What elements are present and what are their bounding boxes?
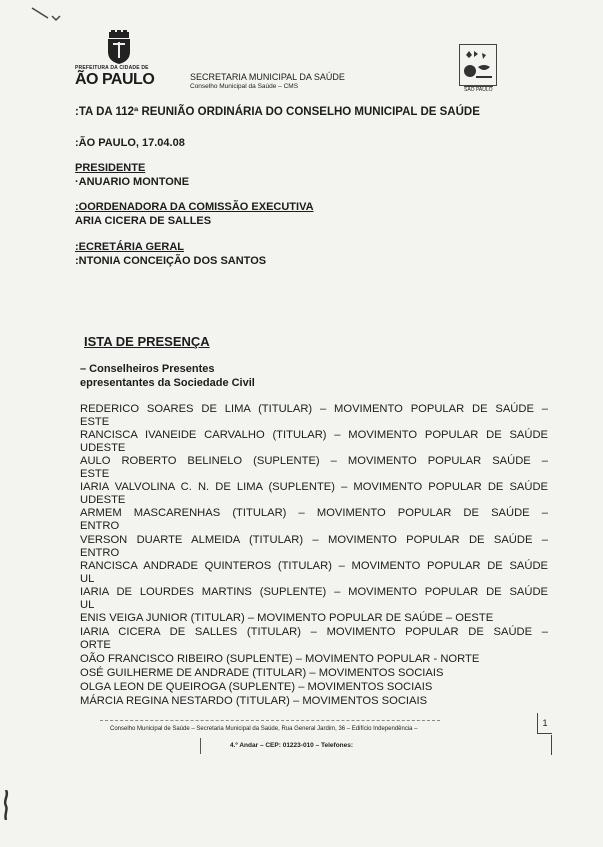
member-line: ARMEM MASCARENHAS (TITULAR) – MOVIMENTO POPULAR DE SAÚDE – (80, 507, 548, 519)
coordenadora-name: ARIA CICERA DE SALLES (75, 215, 212, 227)
member-line: RANCISCA ANDRADE QUINTEROS (TITULAR) – MOVIMENTO POPULAR DE SAÚDE (80, 560, 548, 572)
footer-right-rule (551, 735, 552, 755)
member-line: RANCISCA IVANEIDE CARVALHO (TITULAR) – MOVIMENTO POPULAR DE SAÚDE (80, 429, 548, 441)
member-line-continuation: ENTRO (80, 520, 120, 532)
scan-smudge-icon (2, 790, 10, 820)
member-line: OÃO FRANCISCO RIBEIRO (SUPLENTE) – MOVIMENTO POPULAR - NORTE (80, 653, 480, 665)
member-line: REDERICO SOARES DE LIMA (TITULAR) – MOVIMENTO POPULAR DE SAÚDE – (80, 403, 548, 415)
secretaria-geral-name: :NTONIA CONCEIÇÃO DOS SANTOS (75, 255, 267, 267)
corner-mark-icon (30, 4, 70, 26)
member-line: IARIA DE LOURDES MARTINS (SUPLENTE) – MOVIMENTO POPULAR DE SAÚDE (80, 586, 548, 598)
member-line: VERSON DUARTE ALMEIDA (TITULAR) – MOVIMENTO POPULAR DE SAÚDE – (80, 534, 548, 546)
document-title: :TA DA 112ª REUNIÃO ORDINÁRIA DO CONSELHO MUNICIPAL DE SAÚDE (75, 106, 480, 118)
lista-presenca-title: ISTA DE PRESENÇA (84, 334, 210, 349)
letterhead (190, 72, 345, 90)
member-line-continuation: UL (80, 573, 95, 585)
member-line: AULO ROBERTO BELINELO (SUPLENTE) – MOVIMENTO POPULAR SAÚDE – (80, 455, 548, 467)
member-line: OLGA LEON DE QUEIROGA (SUPLENTE) – MOVIMENTOS SOCIAIS (80, 681, 433, 693)
footer-address: Conselho Municipal de Saúde – Secretaria Municipal da Saúde, Rua General Jardim, 36 – Edifício Independência – (110, 726, 418, 732)
presidente-name: ·ANUARIO MONTONE (75, 176, 190, 188)
city-crest-icon (103, 30, 135, 64)
section-subtitle-sociedade-civil: epresentantes da Sociedade Civil (80, 377, 255, 389)
presidente-label: PRESIDENTE (75, 162, 146, 174)
conselho-name: Conselho Municipal da Saúde – CMS (190, 83, 299, 90)
member-line: OSÉ GUILHERME DE ANDRADE (TITULAR) – MOVIMENTOS SOCIAIS (80, 667, 444, 679)
prefeitura-logo (75, 30, 175, 92)
member-line: ENIS VEIGA JUNIOR (TITULAR) – MOVIMENTO POPULAR DE SAÚDE – OESTE (80, 612, 494, 624)
footer-contact: 4.º Andar – CEP: 01223-010 – Telefones: (230, 742, 354, 749)
member-line-continuation: ESTE (80, 468, 110, 480)
member-line: IARIA VALVOLINA C. N. DE LIMA (SUPLENTE) – MOVIMENTO POPULAR DE SAÚDE (80, 481, 548, 493)
cms-logo (459, 44, 497, 93)
section-subtitle-conselheiros: – Conselheiros Presentes (80, 363, 215, 375)
page-number: 1 (537, 713, 552, 734)
cms-logo-caption: SÃO PAULO (464, 87, 493, 93)
coordenadora-label: :OORDENADORA DA COMISSÃO EXECUTIVA (75, 201, 314, 213)
member-line-continuation: ENTRO (80, 547, 120, 559)
member-line-continuation: UDESTE (80, 494, 126, 506)
member-line-continuation: ESTE (80, 416, 110, 428)
cms-emblem-icon (460, 45, 496, 85)
date-line: :ÃO PAULO, 17.04.08 (75, 137, 185, 149)
member-line-continuation: ORTE (80, 639, 111, 651)
footer-divider (100, 720, 440, 721)
member-line-continuation: UL (80, 599, 95, 611)
member-line: IARIA CICERA DE SALLES (TITULAR) – MOVIMENTO POPULAR DE SAÚDE – (80, 626, 548, 638)
footer-separator (200, 738, 201, 754)
logo-prefeitura-text: PREFEITURA DA CIDADE DE (75, 65, 149, 71)
secretaria-geral-label: :ECRETÁRIA GERAL (75, 241, 184, 253)
member-line: MÁRCIA REGINA NESTARDO (TITULAR) – MOVIMENTOS SOCIAIS (80, 695, 428, 707)
member-line-continuation: UDESTE (80, 442, 126, 454)
secretaria-name: SECRETARIA MUNICIPAL DA SAÚDE (190, 72, 345, 82)
logo-city-text: ÃO PAULO (75, 71, 155, 88)
